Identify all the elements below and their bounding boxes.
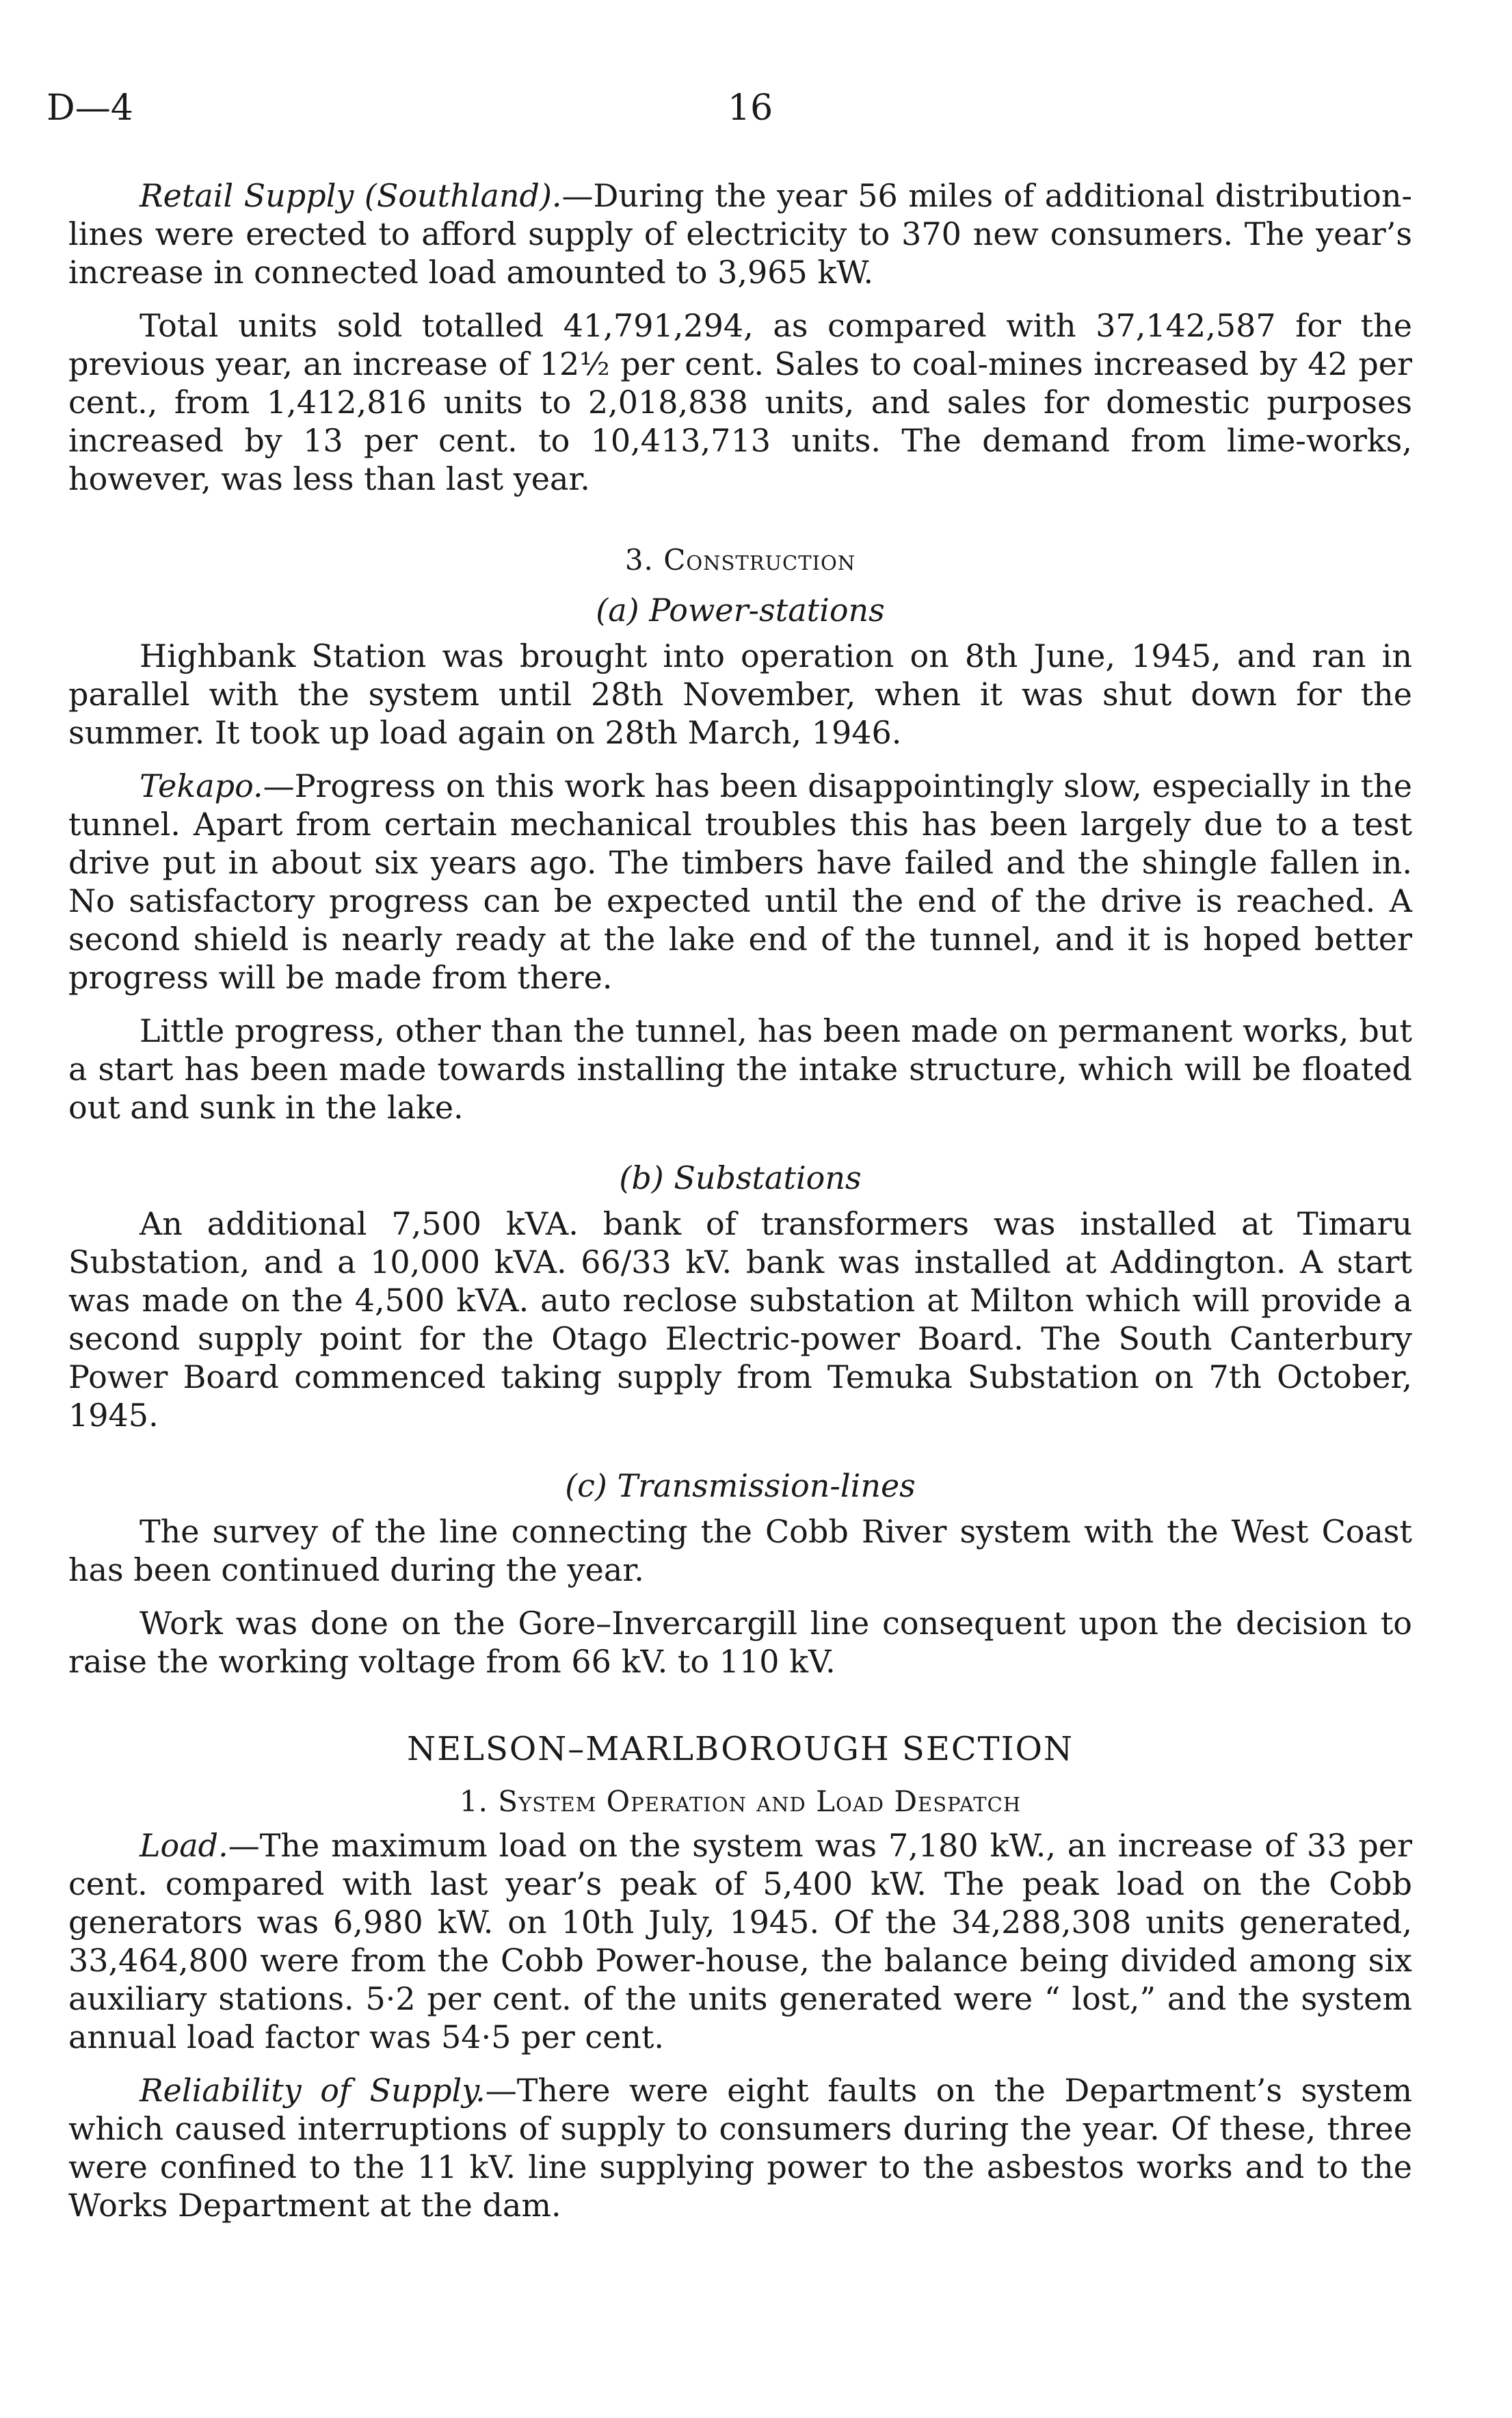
- tekapo-paragraph: [68, 767, 1412, 997]
- load-text: —The maximum load on the system was 7,180 kW., an increase of 33 per cent. compared with last year’s peak of 5,400 kW. The peak load on the Cobb generators was 6,980 kW. on 10th July, 1945. Of the 34,288,308 units generated, 33,464,800 were from the Cobb Power-house, the balance being divided among six auxiliary stations. 5·2 per cent. of the units generated were “ lost,” and the system annual load factor was 54·5 per cent.: [68, 1827, 1412, 2055]
- units-sold-paragraph: Total units sold totalled 41,791,294, as compared with 37,142,587 for the previous year, an increase of 12½ per cent. Sales to coal-mines increased by 42 per cent., from 1,412,816 units to 2,018,838 units, and sales for domestic purposes increased by 13 per cent. to 10,413,713 units. The demand from lime-works, however, was less than last year.: [68, 307, 1412, 497]
- nelson-marlborough-heading: NELSON–MARLBOROUGH SECTION: [407, 1730, 1074, 1768]
- system-operation-heading: 1. System Operation and Load Despatch: [459, 1785, 1022, 1818]
- reliability-text: —There were eight faults on the Department’s system which caused interruptions of supply to consumers during the year. Of these, three were confined to the 11 kV. line supplying power to the asbestos works and to the Works Department at the dam.: [68, 2072, 1412, 2224]
- tekapo-title: Tekapo.: [140, 767, 263, 804]
- substations-heading: (b) Substations: [619, 1159, 862, 1196]
- substations-paragraph: An additional 7,500 kVA. bank of transformers was installed at Timaru Substation, and a 10,000 kVA. 66/33 kV. bank was installed at Addington. A start was made on the 4,500 kVA. auto reclose substation at Milton which will provide a second supply point for the Otago Electric-power Board. The South Canterbury Power Board commenced taking supply from Temuka Substation on 7th October, 1945.: [68, 1205, 1412, 1434]
- little-progress-paragraph: Little progress, other than the tunnel, has been made on permanent works, but a start has been made towards installing the intake structure, which will be floated out and sunk in the lake.: [68, 1012, 1412, 1126]
- page-content: [68, 176, 1412, 2239]
- retail-supply-title: Retail Supply (Southland).: [140, 177, 562, 214]
- reliability-paragraph: [68, 2071, 1412, 2224]
- construction-heading: 3. Construction: [624, 543, 856, 577]
- gore-invercargill-paragraph: Work was done on the Gore–Invercargill line consequent upon the decision to raise the working voltage from 66 kV. to 110 kV.: [68, 1605, 1412, 1680]
- reliability-title: Reliability of Supply.: [140, 2072, 486, 2109]
- load-paragraph: [68, 1826, 1412, 2056]
- survey-paragraph: The survey of the line connecting the Cobb River system with the West Coast has been continued during the year.: [68, 1513, 1412, 1588]
- retail-supply-text: —During the year 56 miles of additional distribution-lines were erected to afford supply of electricity to 370 new consumers. The year’s increase in connected load amounted to 3,965 kW.: [68, 177, 1412, 291]
- transmission-lines-heading: (c) Transmission-lines: [565, 1467, 916, 1504]
- tekapo-text: —Progress on this work has been disappointingly slow, especially in the tunnel. Apart from certain mechanical troubles this has been largely due to a test drive put in about six years ago. The timbers have failed and the shingle fallen in. No satisfactory progress can be expected until the end of the drive is reached. A second shield is nearly ready at the lake end of the tunnel, and it is hoped better progress will be made from there.: [68, 767, 1412, 996]
- load-title: Load.: [140, 1827, 228, 1864]
- highbank-paragraph: Highbank Station was brought into operation on 8th June, 1945, and ran in parallel with the system until 28th November, when it was shut down for the summer. It took up load again on 28th March, 1946.: [68, 638, 1412, 751]
- power-stations-heading: (a) Power-stations: [596, 592, 885, 629]
- page-number: 16: [728, 88, 773, 129]
- document-code: D—4: [47, 88, 133, 129]
- retail-supply-paragraph: [68, 176, 1412, 291]
